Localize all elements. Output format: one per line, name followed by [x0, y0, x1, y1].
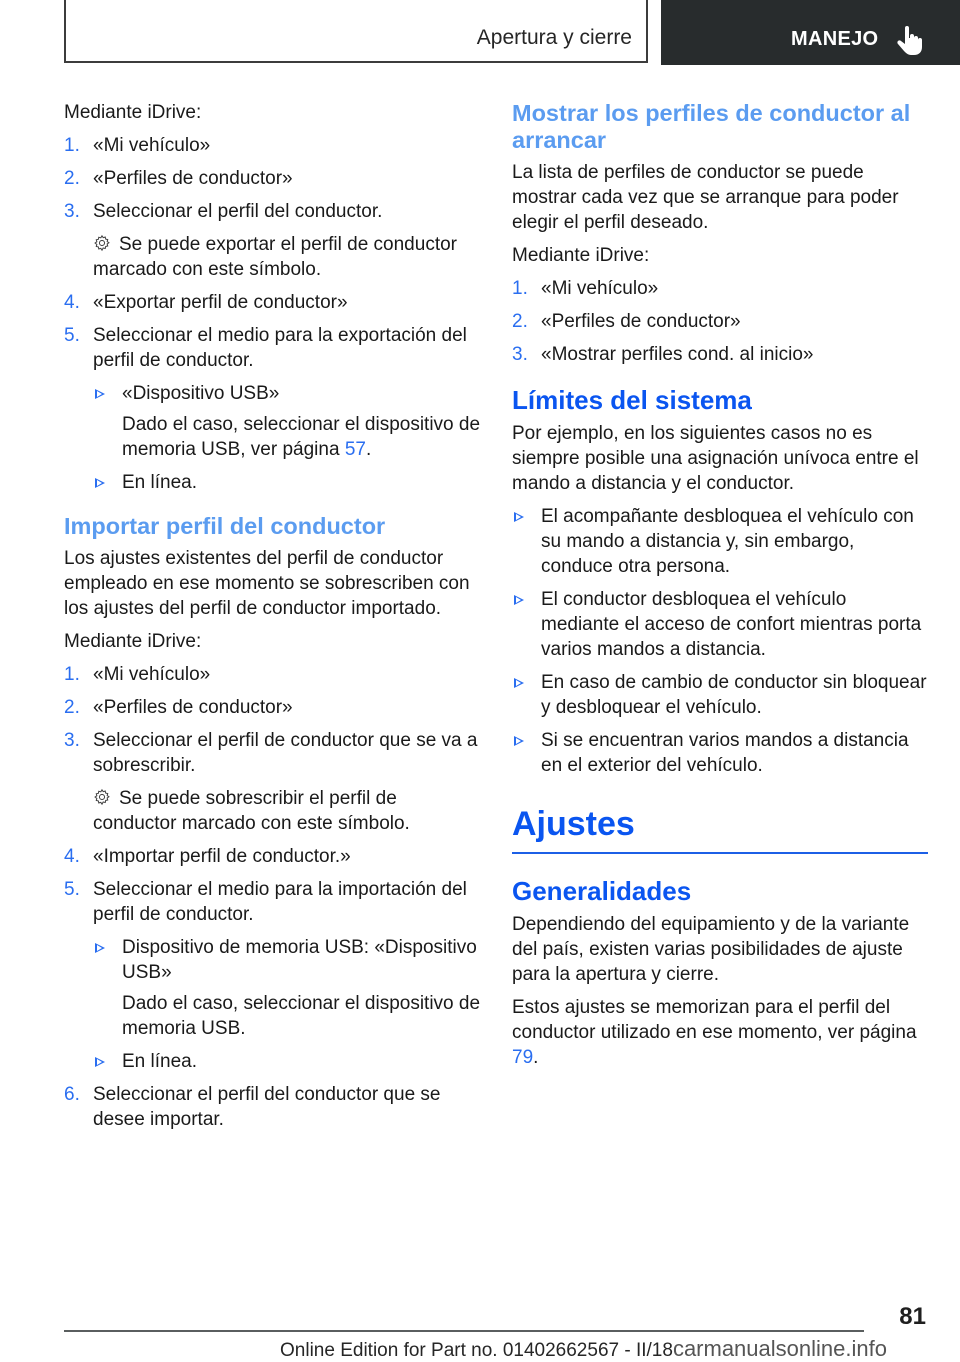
step-note: Se puede exportar el perfil de conductor marcado con este símbolo. — [93, 234, 457, 280]
triangle-bullet-icon — [514, 595, 524, 605]
watermark: carmanualsonline.info — [672, 1336, 887, 1361]
step-item: 3. Seleccionar el perfil del conductor. Se puede exportar el perfil de conductor marcado con este símbolo. — [64, 199, 484, 282]
bullet-item: El acompañante desbloquea el vehículo con su mando a distancia y, sin embargo, conduce otra persona. — [512, 504, 928, 579]
step-item: 3. «Mostrar perfiles cond. al inicio» — [512, 344, 814, 365]
triangle-bullet-icon — [95, 389, 105, 399]
chapter-label: MANEJO — [791, 28, 879, 50]
show-profiles-paragraph: La lista de perfiles de conductor se puede mostrar cada vez que se arranque para poder elegir el perfil deseado. — [512, 162, 899, 233]
step-item: 4. «Importar perfil de conductor.» — [64, 846, 351, 867]
import-heading: Importar perfil del conductor — [64, 513, 386, 539]
step-note: Se puede sobrescribir el perfil de conductor marcado con este símbolo. — [93, 788, 410, 834]
export-intro: Mediante iDrive: — [64, 102, 202, 123]
triangle-bullet-icon — [514, 512, 524, 522]
bullet-sub-text: Dado el caso, seleccionar el dispositivo de memoria USB, ver página 57. — [122, 414, 481, 460]
pointing-hand-icon — [897, 26, 923, 56]
general-heading: Generalidades — [512, 876, 692, 906]
step-item: 2. «Perfiles de conductor» — [512, 311, 741, 332]
triangle-bullet-icon — [95, 1057, 105, 1067]
right-column — [512, 100, 928, 1078]
general-paragraph-1: Dependiendo del equipamiento y de la variante del país, existen varias posibilidades de ajuste para la apertura y cierre. — [512, 914, 910, 985]
section-title: Apertura y cierre — [476, 26, 632, 49]
import-media-list — [93, 935, 484, 1074]
step-item: 4. «Exportar perfil de conductor» — [64, 292, 348, 313]
page-link-79[interactable]: 79 — [512, 1047, 534, 1068]
limits-heading: Límites del sistema — [512, 385, 752, 415]
gear-icon — [93, 234, 111, 252]
step-item: 2. «Perfiles de conductor» — [64, 697, 293, 718]
bullet-item: El conductor desbloquea el vehículo mediante el acceso de confort mientras porta varios mandos a distancia. — [512, 587, 928, 662]
step-item: 5. Seleccionar el medio para la importación del perfil de conductor. Dispositivo de memoria USB: «Dispositivo USB» Dado el caso, seleccionar el dispositivo de memoria USB. En línea. — [64, 877, 484, 1074]
triangle-bullet-icon — [95, 478, 105, 488]
step-item: 2. «Perfiles de conductor» — [64, 168, 293, 189]
import-steps — [64, 662, 484, 1132]
triangle-bullet-icon — [514, 736, 524, 746]
show-profiles-intro: Mediante iDrive: — [512, 245, 650, 266]
bullet-item: En línea. — [93, 470, 484, 495]
triangle-bullet-icon — [514, 678, 524, 688]
gear-icon — [93, 788, 111, 806]
footer-divider — [64, 1330, 864, 1332]
show-profiles-steps — [512, 276, 928, 367]
page-link-57[interactable]: 57 — [344, 439, 366, 460]
bullet-item: Si se encuentran varios mandos a distancia en el exterior del vehículo. — [512, 728, 928, 778]
settings-heading: Ajustes — [512, 804, 928, 854]
footer-edition: Online Edition for Part no. 01402662567 - II/18carmanualsonline.info — [280, 1336, 887, 1361]
step-item: 1. «Mi vehículo» — [512, 278, 659, 299]
chapter-tab — [661, 0, 960, 65]
bullet-item: «Dispositivo USB» Dado el caso, seleccionar el dispositivo de memoria USB, ver página 57. — [93, 381, 484, 462]
export-media-list — [93, 381, 484, 495]
step-item: 3. Seleccionar el perfil de conductor que se va a sobrescribir. Se puede sobrescribir el perfil de conductor marcado con este símbolo. — [64, 728, 484, 836]
step-item: 6. Seleccionar el perfil del conductor que se desee importar. — [64, 1084, 441, 1130]
page-number: 81 — [899, 1303, 926, 1330]
limits-list — [512, 504, 928, 778]
step-item: 1. «Mi vehículo» — [64, 664, 211, 685]
bullet-sub-text: Dado el caso, seleccionar el dispositivo de memoria USB. — [122, 993, 481, 1039]
import-intro: Mediante iDrive: — [64, 631, 202, 652]
general-paragraph-2: Estos ajustes se memorizan para el perfil del conductor utilizado en ese momento, ver página 79. — [512, 997, 917, 1068]
triangle-bullet-icon — [95, 943, 105, 953]
step-item: 5. Seleccionar el medio para la exportación del perfil de conductor. «Dispositivo USB» Dado el caso, seleccionar el dispositivo de memoria USB, ver página 57. En línea. — [64, 323, 484, 495]
export-steps — [64, 133, 484, 495]
limits-paragraph: Por ejemplo, en los siguientes casos no es siempre posible una asignación unívoca entre el mando a distancia y el conductor. — [512, 423, 919, 494]
bullet-item: En línea. — [93, 1049, 484, 1074]
bullet-item: En caso de cambio de conductor sin bloquear y desbloquear el vehículo. — [512, 670, 928, 720]
step-item: 1. «Mi vehículo» — [64, 135, 211, 156]
show-profiles-heading: Mostrar los perfiles de conductor al arrancar — [512, 100, 911, 153]
left-column — [64, 100, 484, 1140]
bullet-item: Dispositivo de memoria USB: «Dispositivo USB» Dado el caso, seleccionar el dispositivo de memoria USB. — [93, 935, 484, 1041]
header-section-box — [64, 0, 648, 63]
import-paragraph: Los ajustes existentes del perfil de conductor empleado en ese momento se sobrescriben con los ajustes del perfil de conductor importado. — [64, 548, 470, 619]
